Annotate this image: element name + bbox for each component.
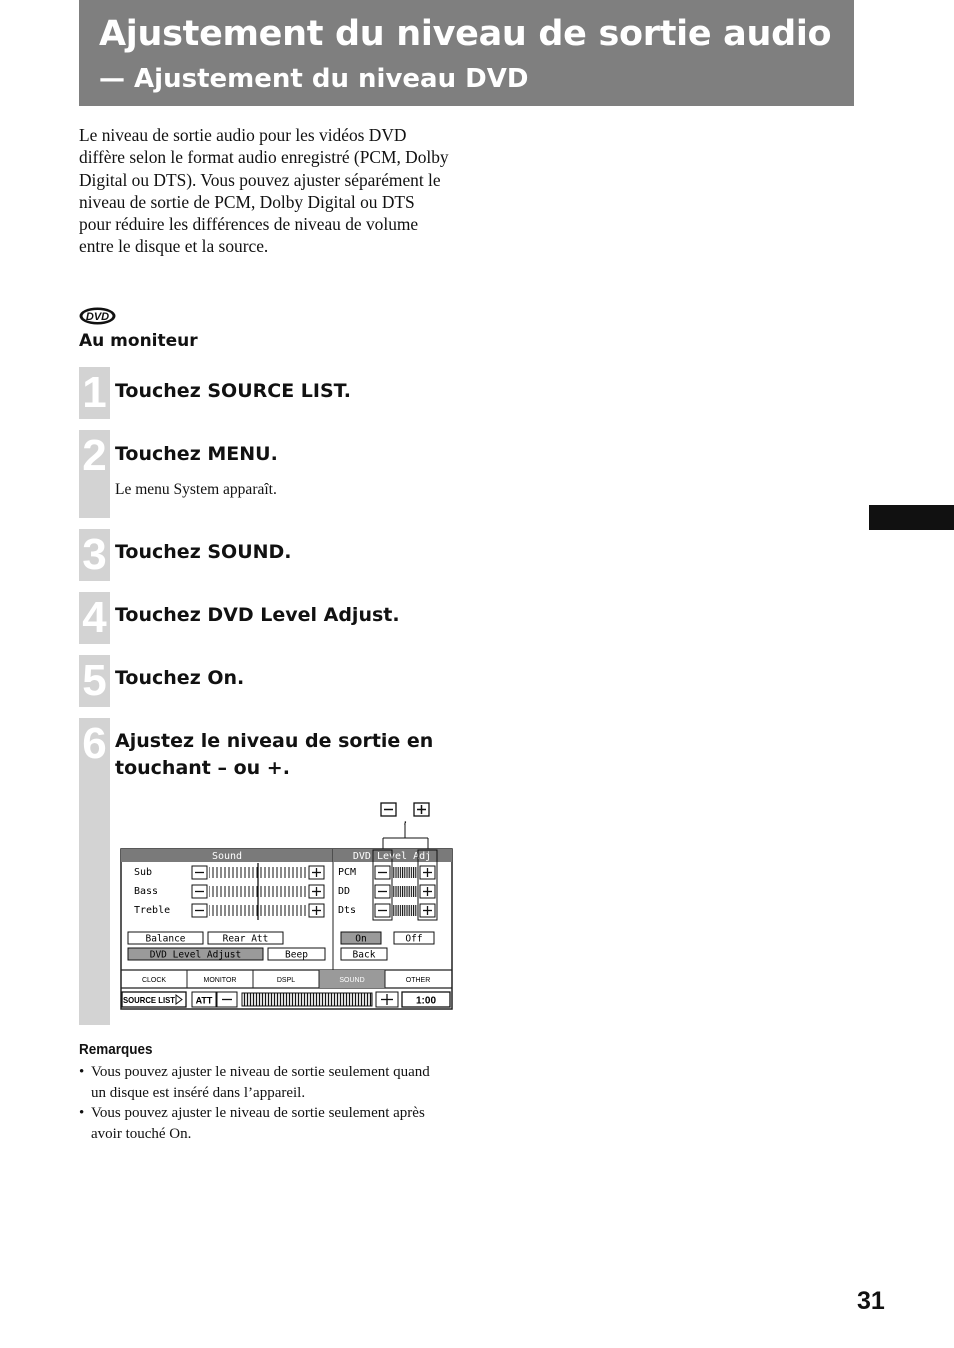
dvd-logo-icon xyxy=(79,307,116,325)
step-4-text: Touchez DVD Level Adjust. xyxy=(115,604,400,626)
step-6-number: 6 xyxy=(82,719,107,768)
sound-row-label: Treble xyxy=(134,905,171,916)
clock-time: 1:00 xyxy=(415,995,437,1007)
step-4-number: 4 xyxy=(82,593,107,642)
off-label: Off xyxy=(405,933,423,945)
tab-monitor[interactable]: MONITOR xyxy=(203,977,237,984)
dd-level-bar[interactable] xyxy=(392,886,418,897)
step-2-note: Le menu System apparaît. xyxy=(115,481,277,498)
step-3-number: 3 xyxy=(82,530,107,579)
tab-sound[interactable]: SOUND xyxy=(339,977,365,984)
remarques-title: Remarques xyxy=(79,1042,153,1058)
step-4-bar xyxy=(79,592,110,644)
dvd-row-label: DD xyxy=(338,886,351,897)
step-2-number: 2 xyxy=(82,431,107,480)
step-6-text-line1: Ajustez le niveau de sortie en xyxy=(115,730,434,752)
step-1-number: 1 xyxy=(82,368,107,417)
source-list-label: SOURCE LIST xyxy=(123,995,176,1005)
dvd-logo-text: DVD xyxy=(85,311,110,323)
sound-row-treble xyxy=(134,904,324,917)
callout-separator: , xyxy=(402,813,409,826)
page-subtitle: — Ajustement du niveau DVD xyxy=(99,64,529,94)
note-text: Vous pouvez ajuster le niveau de sortie seulement après avoir touché On. xyxy=(91,1105,425,1142)
step-3-text: Touchez SOUND. xyxy=(115,541,292,563)
intro-paragraph: Le niveau de sortie audio pour les vidéos DVD diffère selon le format audio enregistré (PCM, Dolby Digital ou DTS). Vous pouvez ajuster séparément le niveau de sortie de PCM, Dolby Digital ou DTS pour réduire les différences de niveau de volume entre le disque et la source. xyxy=(79,125,449,257)
step-6-text-line2: touchant – ou +. xyxy=(115,757,290,779)
dvd-panel-title: DVD Level Adj xyxy=(352,851,432,862)
step-2-text: Touchez MENU. xyxy=(115,443,278,465)
side-tab-marker xyxy=(869,505,954,530)
section-label: Au moniteur xyxy=(79,331,198,351)
step-1-text: Touchez SOURCE LIST. xyxy=(115,380,351,402)
dvd-row-pcm xyxy=(338,866,435,879)
tab-clock[interactable]: CLOCK xyxy=(141,977,167,984)
dvd-level-adjust-label: DVD Level Adjust xyxy=(149,949,242,961)
balance-label: Balance xyxy=(145,933,186,945)
step-5-bar xyxy=(79,655,110,707)
tab-other[interactable]: OTHER xyxy=(405,977,431,984)
dvd-row-label: Dts xyxy=(338,905,357,916)
step-3-bar xyxy=(79,529,110,581)
rear-att-label: Rear Att xyxy=(222,933,269,945)
note-text: Vous pouvez ajuster le niveau de sortie seulement quand un disque est inséré dans l’appareil. xyxy=(91,1064,430,1101)
header-banner xyxy=(79,0,854,106)
sound-row-label: Bass xyxy=(134,886,159,897)
dvd-row-label: PCM xyxy=(338,867,357,878)
tab-dspl[interactable]: DSPL xyxy=(276,977,296,984)
sound-panel-title: Sound xyxy=(211,851,243,862)
volume-bar[interactable] xyxy=(242,993,372,1006)
step-5-text: Touchez On. xyxy=(115,667,245,689)
step-6-bar xyxy=(79,718,110,1025)
dvd-row-dts xyxy=(338,904,435,917)
step-1-bar xyxy=(79,367,110,419)
on-label: On xyxy=(355,933,367,945)
remarques-list xyxy=(79,1062,439,1144)
dts-level-bar[interactable] xyxy=(392,905,418,916)
step-2-bar xyxy=(79,430,110,518)
sound-row-label: Sub xyxy=(134,867,153,878)
page-number: 31 xyxy=(857,1287,885,1315)
att-label: ATT xyxy=(195,995,213,1006)
step-5-number: 5 xyxy=(82,656,107,705)
page-title: Ajustement du niveau de sortie audio xyxy=(99,14,832,54)
back-label: Back xyxy=(352,949,376,961)
list-item: • Vous pouvez ajuster le niveau de sortie seulement quand un disque est inséré dans l’appareil. xyxy=(79,1064,430,1101)
beep-label: Beep xyxy=(285,949,308,961)
list-item: • Vous pouvez ajuster le niveau de sortie seulement après avoir touché On. xyxy=(79,1105,425,1142)
pcm-level-bar[interactable] xyxy=(392,867,418,878)
screen-mockup xyxy=(120,848,454,1011)
